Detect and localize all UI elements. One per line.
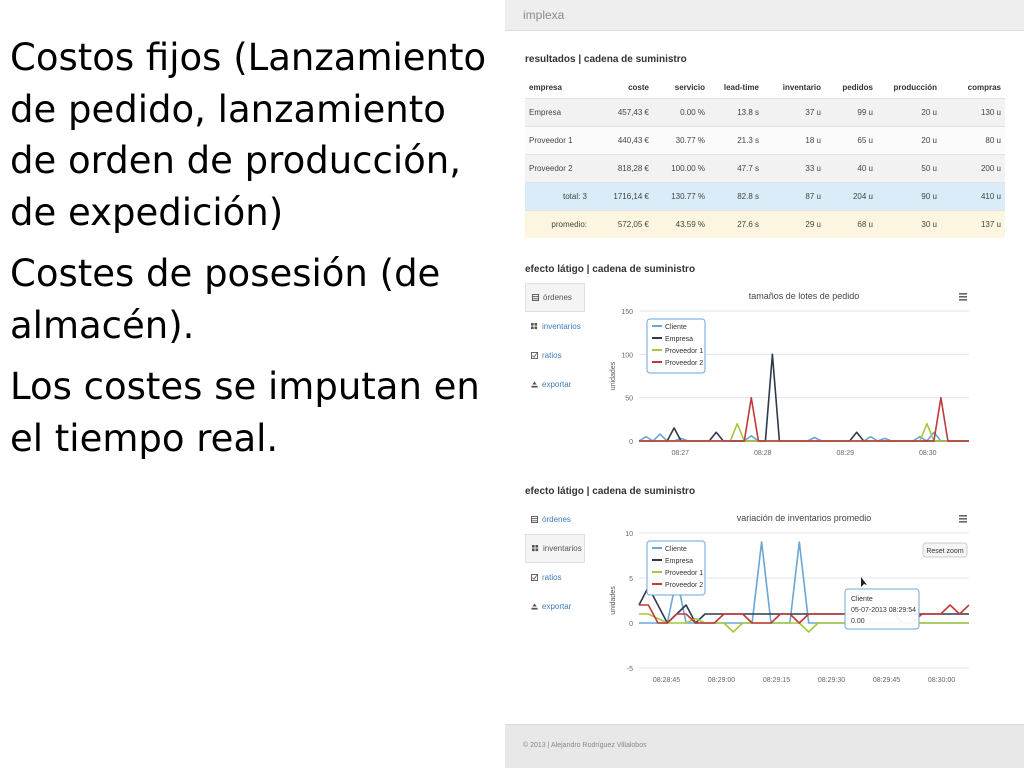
tab-ordenes[interactable]: [525, 283, 585, 312]
table-cell: 20 u: [877, 99, 941, 127]
bullwhip-tabs-2: [525, 505, 585, 621]
app-navbar: [505, 0, 1024, 31]
table-row-total: [525, 183, 1005, 211]
chart-svg: [585, 505, 985, 690]
table-cell: 33 u: [763, 155, 825, 183]
tab-ratios[interactable]: [525, 341, 585, 370]
table-cell: 87 u: [763, 183, 825, 211]
table-cell: 65 u: [825, 127, 877, 155]
results-title: resultados | cadena de suministro: [525, 54, 687, 65]
tab-label: órdenes: [542, 515, 571, 524]
menu-icon[interactable]: [959, 293, 967, 301]
table-cell: 818,28 €: [591, 155, 653, 183]
table-cell: promedio:: [525, 211, 591, 239]
bullet-fixed-costs: Costos fijos (Lanzamiento de pedido, lanzamiento de orden de producción, de expedición): [10, 36, 487, 234]
col-produccion[interactable]: producción: [877, 76, 941, 99]
results-header-row: [525, 76, 1005, 99]
table-cell: 37 u: [763, 99, 825, 127]
col-servicio[interactable]: servicio: [653, 76, 709, 99]
tab-label: ratios: [542, 573, 562, 582]
inventory-variation-chart: [585, 505, 985, 690]
tab-inventarios[interactable]: [525, 312, 585, 341]
table-cell: 82.8 s: [709, 183, 763, 211]
table-row: [525, 99, 1005, 127]
table-row-average: [525, 211, 1005, 239]
x-tick-label: 08:29: [836, 450, 855, 457]
table-cell: 0.00 %: [653, 99, 709, 127]
x-tick-label: 08:29:15: [762, 677, 791, 684]
app-footer: [505, 724, 1024, 768]
tab-inventarios[interactable]: [525, 534, 585, 563]
slide-bullets: [10, 32, 495, 474]
y-tick-label: 100: [621, 352, 633, 360]
x-tick-label: 08:28:45: [652, 677, 681, 684]
x-tick-label: 08:28: [753, 450, 772, 457]
table-cell: 29 u: [763, 211, 825, 239]
tab-label: inventarios: [542, 322, 581, 331]
table-cell: 572,05 €: [591, 211, 653, 239]
table-cell: 50 u: [877, 155, 941, 183]
table-icon: [532, 294, 539, 301]
table-cell: 30.77 %: [653, 127, 709, 155]
x-tick-label: 08:29:30: [817, 677, 846, 684]
menu-icon-bar: [959, 518, 967, 520]
table-cell: 21.3 s: [709, 127, 763, 155]
y-tick-label: 0: [629, 621, 633, 628]
table-cell: 47.7 s: [709, 155, 763, 183]
chart-title: tamaños de lotes de pedido: [748, 291, 860, 301]
check-square-icon: [531, 352, 538, 359]
table-cell: 200 u: [941, 155, 1005, 183]
bullet-holding-costs: Costes de posesión (de almacén).: [10, 252, 441, 347]
legend-item[interactable]: Proveedor 1: [665, 570, 704, 577]
table-cell: 137 u: [941, 211, 1005, 239]
legend-item[interactable]: Cliente: [665, 546, 687, 553]
table-cell: 100.00 %: [653, 155, 709, 183]
y-tick-label: -5: [626, 666, 633, 673]
y-axis-label: unidades: [610, 361, 617, 391]
table-cell: 1716,14 €: [591, 183, 653, 211]
series-line-proveedor-2: [639, 398, 969, 441]
tooltip-value: 0.00: [851, 618, 865, 625]
table-cell: 30 u: [877, 211, 941, 239]
bullwhip-title-1: efecto látigo | cadena de suministro: [525, 264, 696, 275]
table-cell: total: 3: [525, 183, 591, 211]
table-cell: 80 u: [941, 127, 1005, 155]
table-cell: Empresa: [525, 99, 591, 127]
x-tick-label: 08:29:00: [707, 677, 736, 684]
tab-label: inventarios: [543, 544, 582, 553]
tab-ratios[interactable]: [525, 563, 585, 592]
tab-label: exportar: [542, 602, 572, 611]
x-tick-label: 08:30:00: [927, 677, 956, 684]
table-cell: 68 u: [825, 211, 877, 239]
table-cell: 90 u: [877, 183, 941, 211]
menu-icon-bar: [959, 296, 967, 298]
bullwhip-title-2: efecto látigo | cadena de suministro: [525, 486, 696, 497]
menu-icon[interactable]: [959, 515, 967, 523]
tab-label: órdenes: [543, 293, 572, 302]
table-icon: [531, 516, 538, 523]
series-line-cliente: [639, 432, 969, 441]
legend-item[interactable]: Cliente: [665, 324, 687, 331]
tab-label: exportar: [542, 380, 572, 389]
grid-icon: [532, 545, 539, 552]
table-cell: 410 u: [941, 183, 1005, 211]
app-screenshot: [505, 0, 1024, 768]
legend-item[interactable]: Empresa: [665, 336, 694, 343]
tab-label: ratios: [542, 351, 562, 360]
col-pedidos[interactable]: pedidos: [825, 76, 877, 99]
y-tick-label: 50: [625, 395, 633, 403]
order-lot-chart: [585, 283, 985, 463]
table-cell: 40 u: [825, 155, 877, 183]
legend-item[interactable]: Empresa: [665, 558, 694, 565]
results-table: [525, 76, 1005, 238]
x-tick-label: 08:30: [918, 450, 937, 457]
legend-item[interactable]: Proveedor 2: [665, 360, 704, 367]
tab-exportar[interactable]: [525, 592, 585, 621]
legend-item[interactable]: Proveedor 1: [665, 348, 704, 355]
table-cell: 27.6 s: [709, 211, 763, 239]
table-row: [525, 155, 1005, 183]
chart-svg: [585, 283, 985, 463]
col-coste[interactable]: coste: [591, 76, 653, 99]
reset-zoom-button[interactable]: [923, 543, 967, 557]
y-tick-label: 0: [629, 439, 633, 446]
table-cell: 457,43 €: [591, 99, 653, 127]
table-cell: 204 u: [825, 183, 877, 211]
y-tick-label: 10: [625, 531, 633, 538]
col-compras[interactable]: compras: [941, 76, 1005, 99]
table-cell: 18 u: [763, 127, 825, 155]
table-cell: Proveedor 1: [525, 127, 591, 155]
app-brand[interactable]: implexa: [523, 8, 565, 22]
bullet-real-time: Los costes se imputan en el tiempo real.: [10, 365, 480, 460]
download-icon: [531, 381, 538, 388]
table-cell: 13.8 s: [709, 99, 763, 127]
download-icon: [531, 603, 538, 610]
table-cell: 440,43 €: [591, 127, 653, 155]
col-inventario[interactable]: inventario: [763, 76, 825, 99]
table-cell: 99 u: [825, 99, 877, 127]
check-square-icon: [531, 574, 538, 581]
menu-icon-bar: [959, 521, 967, 523]
y-tick-label: 150: [621, 309, 633, 316]
grid-icon: [531, 323, 538, 330]
tooltip-date: 05-07-2013 08:29:54: [851, 607, 916, 614]
bullwhip-tabs-1: [525, 283, 585, 399]
footer-copyright: © 2013 | Alejandro Rodríguez Villalobos: [523, 742, 647, 749]
table-cell: 130 u: [941, 99, 1005, 127]
menu-icon-bar: [959, 293, 967, 295]
x-tick-label: 08:29:45: [872, 677, 901, 684]
table-cell: 20 u: [877, 127, 941, 155]
tooltip-series: Cliente: [851, 596, 873, 603]
table-cell: 130.77 %: [653, 183, 709, 211]
menu-icon-bar: [959, 299, 967, 301]
y-tick-label: 5: [629, 576, 633, 583]
table-cell: Proveedor 2: [525, 155, 591, 183]
table-cell: 43.59 %: [653, 211, 709, 239]
x-tick-label: 08:27: [671, 450, 690, 457]
col-empresa[interactable]: empresa: [525, 76, 591, 99]
tab-ordenes[interactable]: [525, 505, 585, 534]
col-lead-time[interactable]: lead-time: [709, 76, 763, 99]
y-axis-label: unidades: [610, 586, 617, 615]
reset-zoom-label: Reset zoom: [926, 548, 964, 555]
legend-item[interactable]: Proveedor 2: [665, 582, 704, 589]
series-line-proveedor-1: [639, 424, 969, 441]
chart-tooltip: [845, 589, 919, 629]
tab-exportar[interactable]: [525, 370, 585, 399]
chart-title: variación de inventarios promedio: [736, 513, 872, 523]
menu-icon-bar: [959, 515, 967, 517]
table-row: [525, 127, 1005, 155]
